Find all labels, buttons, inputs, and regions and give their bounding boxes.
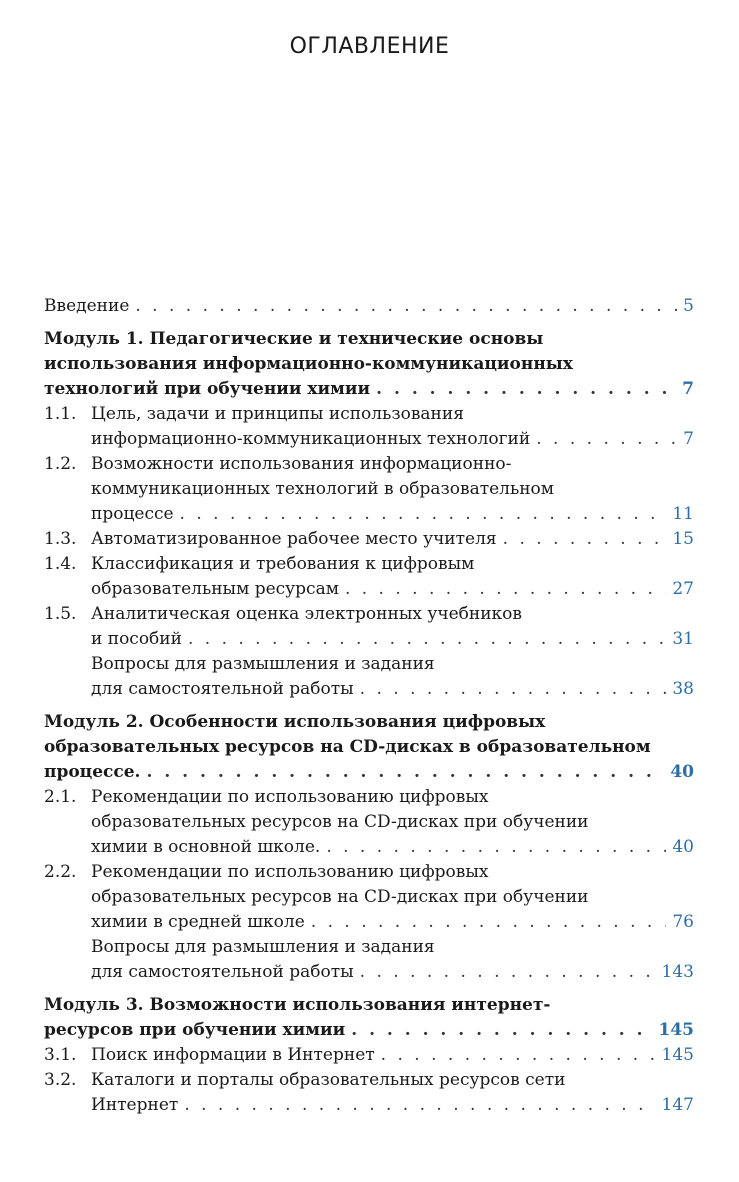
dot-leader [503,527,667,552]
page-number: 76 [672,912,694,932]
entry-text: коммуникационных технологий в образовательном [91,479,555,499]
dot-leader [184,1093,655,1118]
page-number: 5 [683,296,694,316]
entry-text: химии в средней школе [91,912,305,932]
toc-entry-1-2[interactable] [44,452,694,527]
dot-leader [311,910,667,935]
entry-text: Автоматизированное рабочее место учителя [91,529,497,549]
entry-text: Введение [44,296,130,316]
dot-leader [536,427,677,452]
entry-text: Поиск информации в Интернет [91,1045,375,1065]
entry-text: образовательных ресурсов на CD-дисках при обучении [91,812,589,832]
entry-text: процессе. [44,762,141,782]
toc-entry-questions-1[interactable] [44,652,694,702]
dot-leader [381,1043,656,1068]
toc-entry-2-1[interactable] [44,785,694,860]
toc-entry-1-1[interactable] [44,402,694,452]
toc-entry-intro[interactable] [44,294,694,319]
page-number: 27 [672,579,694,599]
page-number: 145 [661,1045,694,1065]
page-number: 143 [661,962,694,982]
entry-text: Модуль 1. Педагогические и технические основы [44,329,544,349]
table-of-contents [44,294,694,1118]
entry-text: Вопросы для размышления и задания [91,654,435,674]
entry-text: образовательных ресурсов на CD-дисках при обучении [91,887,589,907]
dot-leader [360,960,656,985]
page-number: 40 [670,762,694,782]
page-number: 145 [658,1020,694,1040]
toc-entry-module-1[interactable] [44,327,694,402]
dot-leader [146,760,664,785]
section-number: 1.1. [44,404,77,424]
entry-text: для самостоятельной работы [91,962,354,982]
dot-leader [188,627,666,652]
entry-text: Интернет [91,1095,179,1115]
page-number: 31 [672,629,694,649]
entry-text: и пособий [91,629,182,649]
dot-leader [135,294,677,319]
entry-text: Модуль 3. Возможности использования интернет- [44,995,551,1015]
toc-entry-module-3[interactable] [44,993,694,1043]
section-number: 2.2. [44,862,77,882]
entry-text: образовательных ресурсов на CD-дисках в образовательном [44,737,651,757]
entry-text: химии в основной школе. [91,837,321,857]
entry-text: для самостоятельной работы [91,679,354,699]
section-number: 1.4. [44,554,77,574]
dot-leader [345,577,666,602]
section-number: 1.3. [44,529,77,549]
entry-text: процессе [91,504,174,524]
section-number: 1.2. [44,454,77,474]
entry-text: Классификация и требования к цифровым [91,554,475,574]
toc-entry-3-2[interactable] [44,1068,694,1118]
section-number: 2.1. [44,787,77,807]
toc-entry-module-2[interactable] [44,710,694,785]
dot-leader [376,377,676,402]
dot-leader [351,1018,652,1043]
toc-entry-3-1[interactable] [44,1043,694,1068]
entry-text: ресурсов при обучении химии [44,1020,346,1040]
entry-text: технологий при обучении химии [44,379,371,399]
page-number: 7 [682,379,694,399]
entry-text: Рекомендации по использованию цифровых [91,862,489,882]
section-number: 3.1. [44,1045,77,1065]
entry-text: Каталоги и порталы образовательных ресурсов сети [91,1070,566,1090]
entry-text: использования информационно-коммуникационных [44,354,573,374]
toc-entry-1-4[interactable] [44,552,694,602]
page-title: ОГЛАВЛЕНИЕ [289,34,450,59]
entry-text: информационно-коммуникационных технологий [91,429,531,449]
page-number: 40 [672,837,694,857]
toc-entry-1-3[interactable] [44,527,694,552]
entry-text: Аналитическая оценка электронных учебников [91,604,522,624]
toc-entry-questions-2[interactable] [44,935,694,985]
entry-text: Возможности использования информационно- [91,454,512,474]
entry-text: Рекомендации по использованию цифровых [91,787,489,807]
section-number: 1.5. [44,604,77,624]
page-number: 11 [672,504,694,524]
section-number: 3.2. [44,1070,77,1090]
dot-leader [326,835,666,860]
page-number: 15 [672,529,694,549]
entry-text: образовательным ресурсам [91,579,339,599]
page-number: 147 [661,1095,694,1115]
entry-text: Цель, задачи и принципы использования [91,404,464,424]
dot-leader [360,677,667,702]
page-number: 38 [672,679,694,699]
page-number: 7 [683,429,694,449]
toc-entry-1-5[interactable] [44,602,694,652]
dot-leader [180,502,667,527]
entry-text: Вопросы для размышления и задания [91,937,435,957]
entry-text: Модуль 2. Особенности использования цифровых [44,712,546,732]
toc-entry-2-2[interactable] [44,860,694,935]
